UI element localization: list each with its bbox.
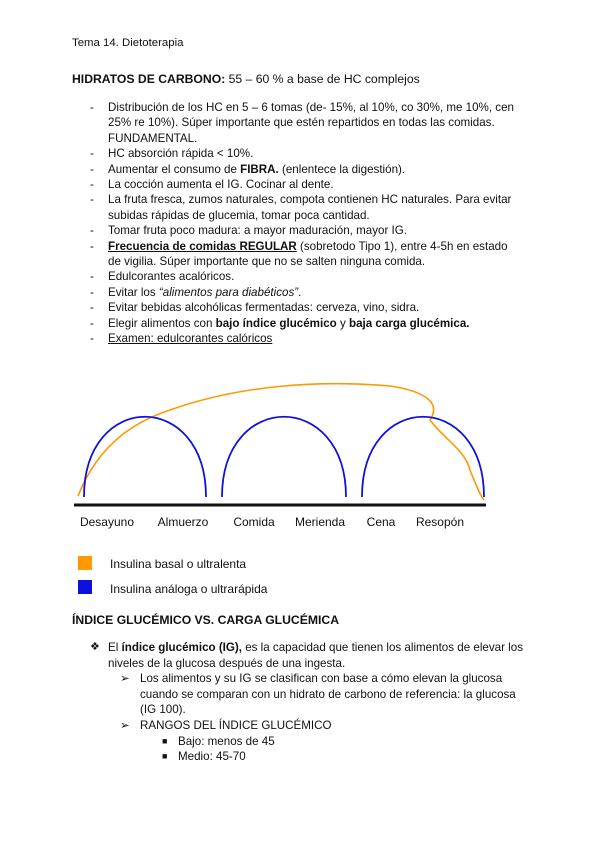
item-text: Bajo: menos de 45 bbox=[178, 734, 275, 748]
item-text: . bbox=[298, 285, 302, 299]
item-bold: índice glucémico (IG), bbox=[121, 641, 242, 654]
item-text: Distribución de los HC en 5 – 6 tomas (de- 15%, al 10%, co 30%, me 10%, cen 25% re 10%). Súper importante que estén repartidos en todas las comidas. FUNDAMENTAL. bbox=[108, 101, 514, 145]
list-item bbox=[90, 640, 530, 671]
item-text: HC absorción rápida < 10%. bbox=[108, 147, 254, 161]
category-label: Resopón bbox=[415, 515, 465, 529]
square-bullet-icon: ■ bbox=[162, 751, 168, 762]
item-text: Evitar los bbox=[108, 285, 159, 299]
arrow-bullet-icon: ➢ bbox=[120, 718, 130, 732]
item-underline: Examen: edulcorantes calóricos bbox=[108, 332, 273, 346]
heading-bold: HIDRATOS DE CARBONO: bbox=[72, 72, 226, 86]
category-labels bbox=[80, 515, 464, 529]
legend-swatch-rapid bbox=[78, 580, 92, 594]
basal-insulin-curve bbox=[78, 384, 484, 500]
item-bold: bajo índice glucémico bbox=[215, 316, 337, 330]
item-text: Tomar fruta poco madura: a mayor maduración, mayor IG. bbox=[108, 224, 407, 238]
document-header: Tema 14. Dietoterapia bbox=[72, 37, 184, 49]
item-bold: FIBRA. bbox=[240, 162, 279, 176]
item-bold-underline: Frecuencia de comidas REGULAR bbox=[108, 239, 297, 253]
item-text: es la capacidad que tienen los alimentos de elevar los niveles de la glucosa después de una ingesta. bbox=[108, 641, 524, 670]
item-text: y bbox=[336, 316, 349, 330]
list-item bbox=[90, 734, 530, 750]
square-bullet-icon: ■ bbox=[162, 735, 168, 746]
list-item bbox=[90, 718, 530, 734]
section-heading-glycemic: ÍNDICE GLUCÉMICO VS. CARGA GLUCÉMICA bbox=[72, 613, 339, 627]
legend-label-basal: Insulina basal o ultralenta bbox=[110, 557, 247, 571]
item-italic: “alimentos para diabéticos” bbox=[158, 285, 299, 299]
category-label: Comida bbox=[233, 515, 275, 529]
rapid-insulin-arch-2 bbox=[222, 417, 346, 497]
item-text: Elegir alimentos con bbox=[108, 316, 216, 330]
item-bold: baja carga glucémica. bbox=[349, 316, 470, 330]
glycemic-index-list bbox=[90, 640, 530, 765]
legend-swatch-basal bbox=[78, 556, 92, 570]
item-text: La fruta fresca, zumos naturales, compota contienen HC naturales. Para evitar subidas rápidas de glucemia, tomar poca cantidad. bbox=[108, 193, 512, 222]
item-text: El bbox=[108, 641, 122, 654]
item-text: Los alimentos y su IG se clasifican con base a cómo elevan la glucosa cuando se comparan con un hidrato de carbono de referencia: la glucosa (IG 100). bbox=[140, 672, 516, 717]
category-label: Merienda bbox=[294, 515, 346, 529]
item-text: (enlentece la digestión). bbox=[278, 162, 406, 176]
item-text: RANGOS DEL ÍNDICE GLUCÉMICO bbox=[140, 718, 332, 732]
rapid-insulin-arch-1 bbox=[84, 417, 206, 497]
diamond-bullet-icon: ❖ bbox=[90, 641, 100, 653]
list-item bbox=[90, 671, 530, 718]
arrow-bullet-icon: ➢ bbox=[120, 672, 130, 686]
legend-label-rapid: Insulina análoga o ultrarápida bbox=[110, 582, 268, 596]
list-item bbox=[90, 749, 530, 765]
category-label: Almuerzo bbox=[157, 515, 209, 529]
item-text: Edulcorantes acalóricos. bbox=[108, 270, 235, 284]
item-text: Medio: 45-70 bbox=[178, 750, 246, 764]
item-text: La cocción aumenta el IG. Cocinar al dente. bbox=[108, 178, 334, 192]
heading-rest: 55 – 60 % a base de HC complejos bbox=[225, 72, 420, 86]
category-label: Cena bbox=[366, 515, 396, 529]
item-text: (sobretodo Tipo 1), entre 4-5h en estado de vigilia. Súper importante que no se salten ninguna comida. bbox=[108, 239, 508, 269]
item-text: Evitar bebidas alcohólicas fermentadas: cerveza, vino, sidra. bbox=[108, 301, 420, 315]
category-label: Desayuno bbox=[79, 515, 135, 529]
rapid-insulin-arch-3 bbox=[362, 417, 484, 497]
item-text: Aumentar el consumo de bbox=[108, 162, 241, 176]
